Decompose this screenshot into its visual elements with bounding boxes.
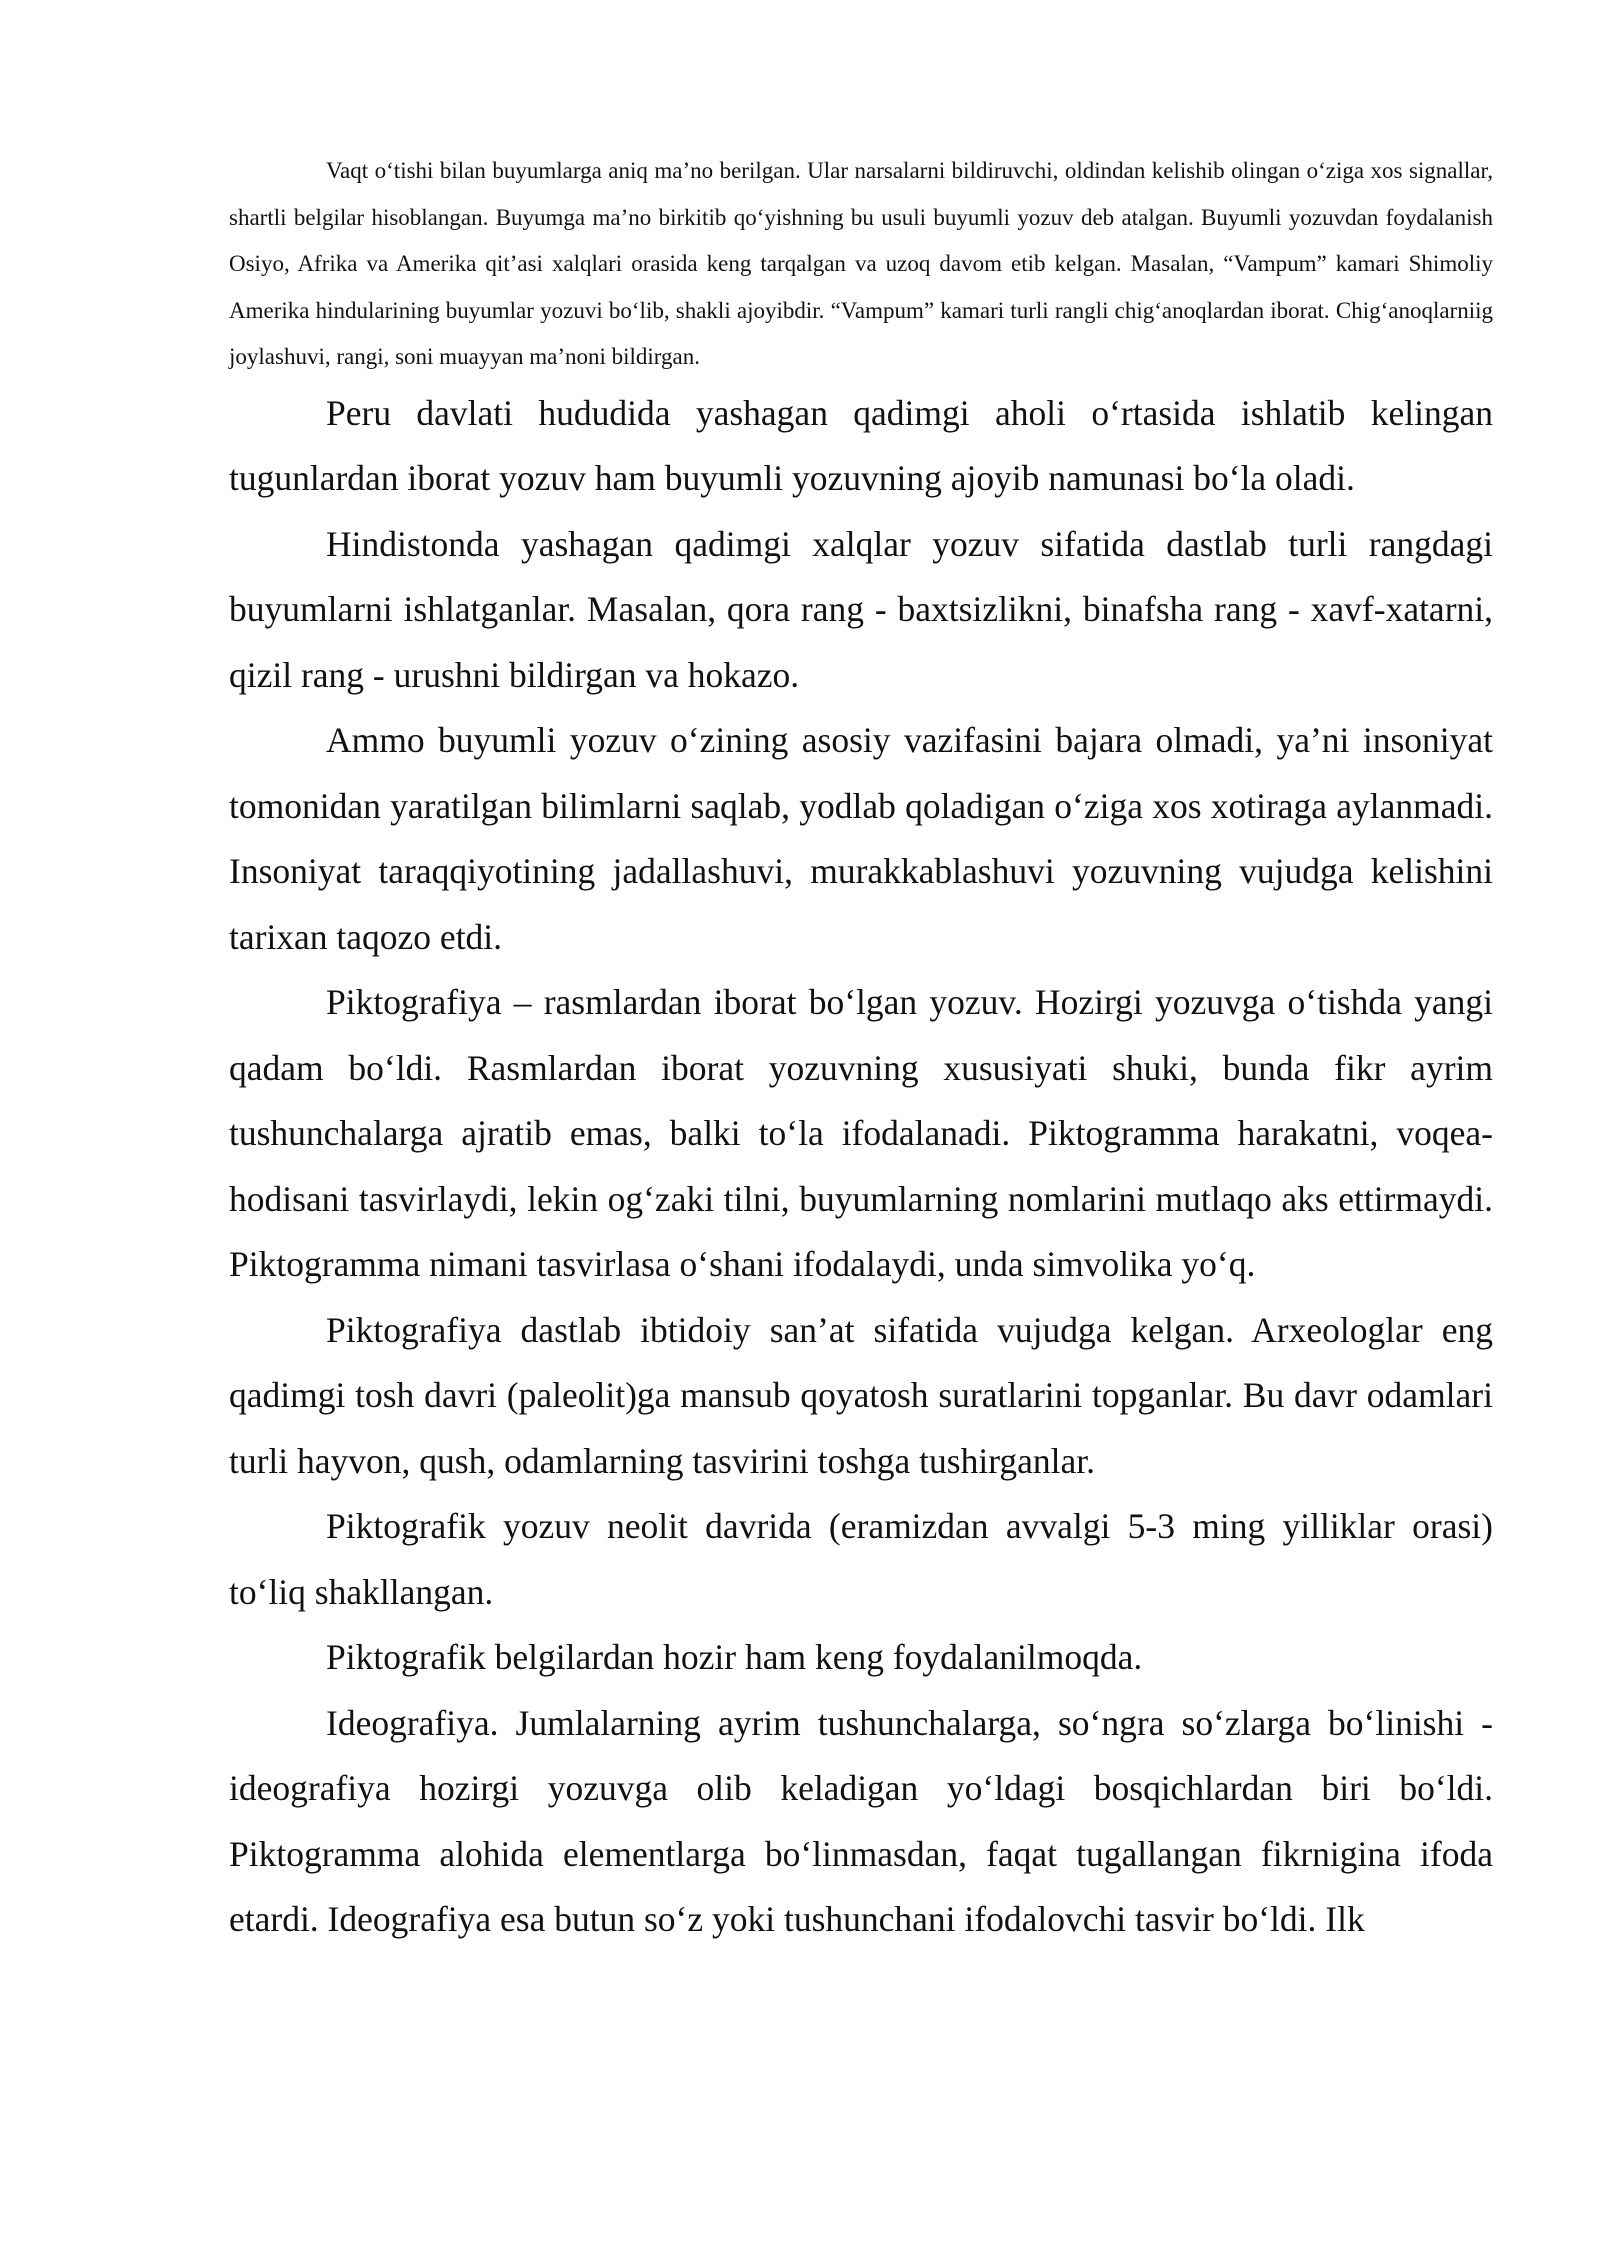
paragraph-hindiston: Hindistonda yashagan qadimgi xalqlar yozuv sifatida dastlab turli rangdagi buyumlarni ishlatganlar. Masalan, qora rang - baxtsizlikni, binafsha rang - xavf-xatarni, qizil rang - urushni bildirgan va hokazo. [229, 523, 1493, 695]
document-page [229, 148, 1493, 1953]
paragraph-ammo: Ammo buyumli yozuv o‘zining asosiy vazifasini bajara olmadi, ya’ni insoniyat tomonidan yaratilgan bilimlarni saqlab, yodlab qoladigan o‘ziga xos xotiraga aylanmadi. Insoniyat taraqqiyotining jadallashuvi, murakkablashuvi yozuvning vujudga kelishini tarixan taqozo etdi. [229, 720, 1493, 957]
paragraph-piktografik-belgilar: Piktografik belgilardan hozir ham keng foydalanilmoqda. [326, 1637, 1143, 1677]
paragraph-buyumli-yozuv: Vaqt o‘tishi bilan buyumlarga aniq ma’no berilgan. Ular narsalarni bildiruvchi, oldindan kelishib olingan o‘ziga xos signallar, shartli belgilar hisoblangan. Buyumga ma’no birkitib qo‘yishning bu usuli buyumli yozuv deb atalgan. Buyumli yozuvdan foydalanish Osiyo, Afrika va Amerika qit’asi xalqlari orasida keng tarqalgan va uzoq davom etib kelgan. Masalan, “Vampum” kamari Shimoliy Amerika hindularining buyumlar yozuvi bo‘lib, shakli ajoyibdir. “Vampum” kamari turli rangli chig‘anoqlardan iborat. Chig‘anoqlarniig joylashuvi, rangi, soni muayyan ma’noni bildirgan. [229, 158, 1493, 369]
paragraph-piktografik-yozuv: Piktografik yozuv neolit davrida (eramizdan avvalgi 5-3 ming yilliklar orasi) to‘liq shakllangan. [229, 1506, 1493, 1612]
paragraph-ideografiya: Ideografiya. Jumlalarning ayrim tushunchalarga, so‘ngra so‘zlarga bo‘linishi - ideografiya hozirgi yozuvga olib keladigan yo‘ldagi bosqichlardan biri bo‘ldi. Piktogramma alohida elementlarga bo‘linmasdan, faqat tugallangan fikrnigina ifoda etardi. Ideografiya esa butun so‘z yoki tushunchani ifodalovchi tasvir bo‘ldi. Ilk [229, 1702, 1493, 1939]
paragraph-piktografiya: Piktografiya – rasmlardan iborat bo‘lgan yozuv. Hozirgi yozuvga o‘tishda yangi qadam bo‘ldi. Rasmlardan iborat yozuvning xususiyati shuki, bunda fikr ayrim tushunchalarga ajratib emas, balki to‘la ifodalanadi. Piktogramma harakatni, voqea-hodisani tasvirlaydi, lekin og‘zaki tilni, buyumlarning nomlarini mutlaqo aks ettirmaydi. Piktogramma nimani tasvirlasa o‘shani ifodalaydi, unda simvolika yo‘q. [229, 982, 1493, 1284]
paragraph-piktografiya-sanat: Piktografiya dastlab ibtidoiy san’at sifatida vujudga kelgan. Arxeologlar eng qadimgi tosh davri (paleolit)ga mansub qoyatosh suratlarini topganlar. Bu davr odamlari turli hayvon, qush, odamlarning tasvirini toshga tushirganlar. [229, 1309, 1493, 1481]
paragraph-peru: Peru davlati hududida yashagan qadimgi aholi o‘rtasida ishlatib kelingan tugunlardan iborat yozuv ham buyumli yozuvning ajoyib namunasi bo‘la oladi. [229, 392, 1493, 498]
